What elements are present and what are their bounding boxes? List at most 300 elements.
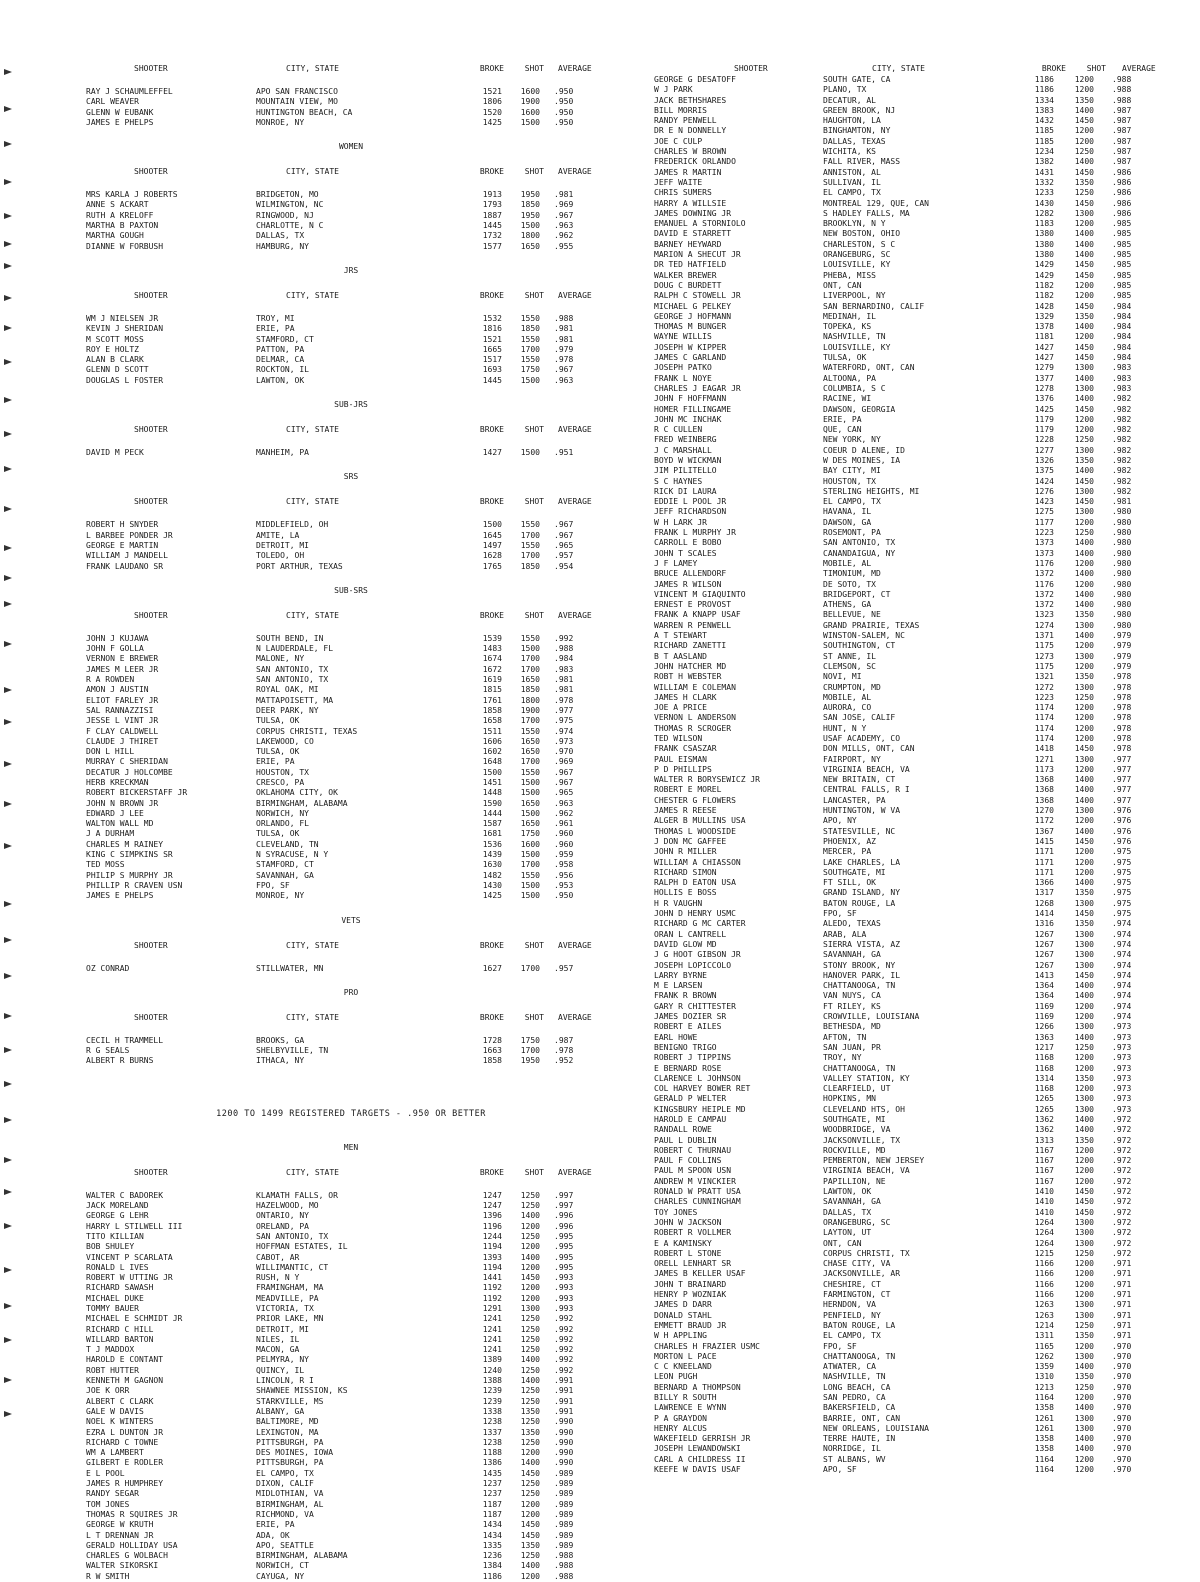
average-value: .987 (1112, 147, 1132, 157)
spacer (86, 974, 616, 986)
broke-value: 1271 (1034, 754, 1054, 764)
shot-value: 1200 (1074, 332, 1094, 342)
shooter-name: TITO KILLIAN (86, 1231, 144, 1241)
broke-value: 1432 (1034, 116, 1054, 126)
table-row (86, 231, 616, 241)
shooter-name: L BARBEE PONDER JR (86, 530, 173, 540)
broke-value: 1364 (1034, 981, 1054, 991)
average-value: .965 (554, 788, 574, 798)
average-value: .977 (554, 705, 574, 715)
shot-value: 1200 (1074, 1259, 1094, 1269)
broke-value: 1396 (482, 1211, 502, 1221)
shot-value: 1250 (520, 1190, 540, 1200)
average-value: .979 (1112, 641, 1132, 651)
city-state: ST ALBANS, WV (823, 1454, 886, 1464)
shooter-name: JESSE L VINT JR (86, 716, 159, 726)
table-row (652, 312, 1192, 322)
shooter-name: GEORGE G LEHR (86, 1211, 149, 1221)
shooter-name: J DON MC GAFFEE (654, 836, 727, 846)
average-value: .980 (1112, 517, 1132, 527)
average-value: .970 (1112, 1393, 1132, 1402)
shot-value: 1700 (520, 1046, 540, 1056)
shot-value: 1300 (1074, 1423, 1094, 1433)
broke-value: 1317 (1034, 888, 1054, 898)
city-state: ONT, CAN (823, 1238, 862, 1248)
average-value: .992 (554, 1324, 574, 1334)
average-value: .984 (1112, 301, 1132, 311)
shooter-name: ROBERT R VOLLMER (654, 1228, 732, 1238)
city-state: SOUTHGATE, MI (823, 1114, 886, 1124)
broke-value: 1166 (1034, 1259, 1054, 1269)
average-value: .970 (1112, 1351, 1132, 1361)
shooter-name: BENIGNO TRIGO (654, 1042, 717, 1052)
city-state: LAKE CHARLES, LA (823, 857, 901, 867)
average-value: .989 (554, 1520, 574, 1530)
table-row (86, 757, 616, 767)
average-value: .960 (554, 829, 574, 839)
city-state: N SYRACUSE, N Y (256, 850, 329, 860)
shooter-name: JOHN T SCALES (654, 548, 717, 558)
spacer (86, 178, 616, 190)
average-value: .973 (1112, 1042, 1132, 1052)
broke-value: 1521 (482, 334, 502, 344)
average-value: .980 (1112, 600, 1132, 610)
broke-value: 1430 (482, 880, 502, 890)
average-value: .989 (554, 1499, 574, 1509)
table-row (86, 1335, 616, 1345)
average-value: .985 (1112, 280, 1132, 290)
shot-value: 1200 (1074, 558, 1094, 568)
shot-value: 1200 (520, 1448, 540, 1458)
average-value: .977 (1112, 754, 1132, 764)
table-row (86, 1253, 616, 1263)
broke-value: 1602 (482, 747, 502, 757)
header-shot: SHOT (524, 167, 544, 177)
spacer (86, 1154, 616, 1166)
average-value: .971 (1112, 1320, 1132, 1330)
broke-value: 1240 (482, 1365, 502, 1375)
shooter-name: JAMES E PHELPS (86, 891, 154, 901)
margin-mark (3, 972, 13, 980)
table-row (652, 1208, 1192, 1218)
broke-value: 1376 (1034, 394, 1054, 404)
shooter-name: M SCOTT MOSS (86, 334, 144, 344)
shot-value: 1350 (1074, 888, 1094, 898)
header-shot: SHOT (524, 425, 544, 435)
shot-value: 1200 (1074, 75, 1094, 84)
city-state: SIERRA VISTA, AZ (823, 939, 901, 949)
broke-value: 1174 (1034, 713, 1054, 723)
shot-value: 1200 (1074, 85, 1094, 95)
city-state: ORANGEBURG, SC (823, 250, 891, 260)
shot-value: 1200 (520, 1221, 540, 1231)
margin-mark (3, 1376, 13, 1384)
shooter-name: RICHARD C HILL (86, 1324, 154, 1334)
city-state: FALL RIVER, MASS (823, 157, 901, 167)
shooter-name: ALGER B MULLINS USA (654, 816, 746, 826)
city-state: CORPUS CHRISTI, TX (823, 1248, 910, 1258)
table-row (652, 1197, 1192, 1207)
broke-value: 1887 (482, 210, 502, 220)
broke-value: 1165 (1034, 1341, 1054, 1351)
shot-value: 1250 (520, 1417, 540, 1427)
broke-value: 1179 (1034, 425, 1054, 435)
shot-value: 1200 (520, 1293, 540, 1303)
average-value: .982 (1112, 486, 1132, 496)
shot-value: 1350 (1074, 610, 1094, 620)
header-broke: BROKE (1041, 64, 1066, 73)
average-value: .997 (554, 1201, 574, 1211)
shooter-name: JAMES C GARLAND (654, 353, 727, 363)
city-state: TROY, NY (823, 1053, 862, 1063)
city-state: ANNISTON, AL (823, 167, 881, 177)
broke-value: 1368 (1034, 795, 1054, 805)
shot-value: 1400 (520, 1376, 540, 1386)
shot-value: 1450 (1074, 342, 1094, 352)
city-state: TOLEDO, OH (256, 551, 305, 561)
shooter-name: THOMAS R SCROGER (654, 723, 732, 733)
shot-value: 1400 (1074, 1362, 1094, 1372)
shot-value: 1400 (1074, 157, 1094, 167)
average-value: .972 (1112, 1187, 1132, 1197)
city-state: PEMBERTON, NEW JERSEY (823, 1156, 925, 1166)
broke-value: 1265 (1034, 1104, 1054, 1114)
shooter-name: JOSEPH LOPICCOLO (654, 960, 732, 970)
header-shot: SHOT (524, 940, 544, 950)
city-state: STARKVILLE, MS (256, 1396, 324, 1406)
shot-value: 1250 (1074, 1042, 1094, 1052)
table-row (86, 520, 616, 530)
average-value: .967 (554, 767, 574, 777)
shot-value: 1450 (520, 1273, 540, 1283)
broke-value: 1326 (1034, 455, 1054, 465)
shooter-name: FRANK CSASZAR (654, 744, 717, 754)
average-value: .987 (1112, 157, 1132, 167)
shooter-name: E BERNARD ROSE (654, 1063, 722, 1073)
shooter-name: RANDY SEGAR (86, 1489, 139, 1499)
table-row (86, 211, 616, 221)
average-value: .988 (1112, 75, 1132, 84)
shot-value: 1450 (520, 1520, 540, 1530)
shooter-name: JAMES E PHELPS (86, 117, 154, 127)
city-state: ATHENS, GA (823, 600, 872, 610)
table-row (652, 425, 1192, 435)
shot-value: 1400 (1074, 785, 1094, 795)
header-broke: BROKE (479, 425, 504, 435)
shooter-name: EZRA L DUNTON JR (86, 1427, 164, 1437)
shot-value: 1250 (1074, 1382, 1094, 1392)
header-city: CITY, STATE (286, 1012, 339, 1022)
shot-value: 1200 (1074, 1465, 1094, 1475)
average-value: .970 (1112, 1382, 1132, 1392)
table-row (652, 96, 1192, 106)
city-state: STERLING HEIGHTS, MI (823, 486, 920, 496)
city-state: CLEMSON, SC (823, 661, 876, 671)
shot-value: 1400 (1074, 373, 1094, 383)
broke-value: 1164 (1034, 1454, 1054, 1464)
city-state: MIDLOTHIAN, VA (256, 1489, 324, 1499)
shooter-name: PAUL EISMAN (654, 754, 707, 764)
column-header (86, 165, 616, 178)
city-state: MONTREAL 129, QUE, CAN (823, 198, 929, 208)
shot-value: 1550 (520, 334, 540, 344)
average-value: .980 (1112, 528, 1132, 538)
average-value: .989 (554, 1489, 574, 1499)
average-value: .958 (554, 860, 574, 870)
average-value: .995 (554, 1231, 574, 1241)
table-row (652, 940, 1192, 950)
average-value: .986 (1112, 177, 1132, 187)
city-state: SAN JOSE, CALIF (823, 713, 896, 723)
shot-value: 1300 (1074, 806, 1094, 816)
shot-value: 1250 (1074, 692, 1094, 702)
average-value: .973 (1112, 1094, 1132, 1104)
header-average: AVERAGE (558, 940, 592, 950)
margin-mark (3, 358, 13, 366)
city-state: NOVI, MI (823, 672, 862, 682)
average-value: .974 (554, 726, 574, 736)
shot-value: 1250 (520, 1479, 540, 1489)
shot-value: 1600 (520, 839, 540, 849)
average-value: .972 (1112, 1217, 1132, 1227)
margin-mark (3, 718, 13, 726)
table-row (652, 827, 1192, 837)
average-value: .972 (1112, 1176, 1132, 1186)
city-state: NORWICH, NY (256, 808, 309, 818)
shot-value: 1250 (520, 1314, 540, 1324)
shooter-name: VERNON L ANDERSON (654, 713, 736, 723)
city-state: BROOKS, GA (256, 1035, 305, 1045)
header-average: AVERAGE (558, 610, 592, 620)
city-state: HOPKINS, MN (823, 1094, 876, 1104)
average-value: .985 (1112, 239, 1132, 249)
shooter-name: HERB KRECKMAN (86, 777, 149, 787)
city-state: CROWVILLE, LOUISIANA (823, 1012, 920, 1022)
broke-value: 1282 (1034, 208, 1054, 218)
shooter-name: ERNEST E PROVOST (654, 600, 732, 610)
shooter-name: JIM PILITELLO (654, 466, 717, 476)
city-state: EL CAMPO, TX (823, 188, 881, 198)
shot-value: 1800 (520, 231, 540, 241)
shooter-name: GERALD HOLLIDAY USA (86, 1540, 178, 1550)
city-state: GRAND ISLAND, NY (823, 888, 901, 898)
city-state: ROCKVILLE, MD (823, 1145, 886, 1155)
table-row (86, 1366, 616, 1376)
broke-value: 1176 (1034, 558, 1054, 568)
shot-value: 1250 (520, 1201, 540, 1211)
margin-mark (3, 686, 13, 694)
header-average: AVERAGE (558, 1167, 592, 1177)
city-state: BRIDGEPORT, CT (823, 589, 891, 599)
shot-value: 1700 (520, 757, 540, 767)
shot-value: 1550 (520, 313, 540, 323)
margin-mark (3, 900, 13, 908)
shooter-name: BOYD W WICKMAN (654, 455, 722, 465)
shot-value: 1300 (1074, 1104, 1094, 1114)
shot-value: 1200 (1074, 136, 1094, 146)
broke-value: 1174 (1034, 734, 1054, 743)
broke-value: 1645 (482, 530, 502, 540)
shooter-name: RONALD L IVES (86, 1262, 149, 1272)
city-state: ONTARIO, NY (256, 1211, 309, 1221)
table-row (652, 446, 1192, 456)
city-state: BIRMINGHAM, ALABAMA (256, 798, 348, 808)
city-state: VALLEY STATION, KY (823, 1073, 910, 1083)
average-value: .989 (554, 1530, 574, 1540)
city-state: BATON ROUGE, LA (823, 1320, 896, 1330)
broke-value: 1372 (1034, 600, 1054, 610)
shot-value: 1400 (1074, 631, 1094, 641)
spacer (86, 902, 616, 914)
table-row (652, 353, 1192, 363)
margin-mark (3, 760, 13, 768)
average-value: .992 (554, 1345, 574, 1355)
header-average: AVERAGE (558, 64, 592, 73)
shooter-name: A T STEWART (654, 631, 707, 641)
average-value: .977 (1112, 785, 1132, 795)
broke-value: 1181 (1034, 332, 1054, 342)
broke-value: 1264 (1034, 1238, 1054, 1248)
section-title: SUB-SRS (334, 585, 368, 595)
table-row (652, 507, 1192, 517)
shot-value: 1250 (520, 1324, 540, 1334)
margin-mark (3, 1410, 13, 1418)
shot-value: 1200 (1074, 816, 1094, 826)
table-row (86, 644, 616, 654)
table-row (652, 1053, 1192, 1063)
shooter-name: WM J NIELSEN JR (86, 313, 159, 323)
shot-value: 1200 (1074, 713, 1094, 723)
city-state: ORANGEBURG, SC (823, 1217, 891, 1227)
shot-value: 1850 (520, 200, 540, 210)
shot-value: 1350 (1074, 1372, 1094, 1382)
average-value: .993 (554, 1273, 574, 1283)
spacer (86, 75, 616, 87)
broke-value: 1174 (1034, 723, 1054, 733)
table-row (652, 394, 1192, 404)
header-broke: BROKE (479, 290, 504, 300)
shooter-name: RICHARD SIMON (654, 867, 717, 877)
shooter-name: WALTON WALL MD (86, 819, 154, 829)
broke-value: 1323 (1034, 610, 1054, 620)
shot-value: 1300 (520, 1304, 540, 1313)
table-row (86, 551, 616, 561)
city-state: ROYAL OAK, MI (256, 685, 319, 695)
average-value: .973 (554, 736, 574, 746)
shooter-name: MURRAY C SHERIDAN (86, 757, 168, 767)
shot-value: 1200 (1074, 1393, 1094, 1402)
average-value: .974 (1112, 950, 1132, 960)
shooter-name: JAMES D DARR (654, 1300, 712, 1310)
average-value: .985 (1112, 229, 1132, 239)
spacer (86, 1024, 616, 1036)
city-state: QUINCY, IL (256, 1365, 305, 1375)
shooter-name: CLAUDE J THIRET (86, 736, 159, 746)
city-state: DALLAS, TX (256, 231, 305, 241)
broke-value: 1236 (482, 1551, 502, 1561)
header-shooter: SHOOTER (134, 425, 168, 435)
table-row (86, 1046, 616, 1056)
shot-value: 1800 (520, 695, 540, 705)
shot-value: 1350 (1074, 177, 1094, 187)
city-state: QUE, CAN (823, 425, 862, 435)
shot-value: 1750 (520, 829, 540, 839)
shooter-name: JOHN T BRAINARD (654, 1279, 727, 1289)
broke-value: 1384 (482, 1561, 502, 1571)
table-row (652, 775, 1192, 785)
table-row (86, 1458, 616, 1468)
broke-value: 1321 (1034, 672, 1054, 682)
city-state: STILLWATER, MN (256, 963, 324, 973)
shooter-name: BARNEY HEYWARD (654, 239, 722, 249)
shot-value: 1200 (1074, 1269, 1094, 1279)
shot-value: 1250 (520, 1437, 540, 1447)
shooter-name: JOHN MC INCHAK (654, 414, 722, 424)
shooter-name: LEON PUGH (654, 1372, 698, 1382)
shooter-name: WALTER SIKORSKI (86, 1561, 159, 1571)
broke-value: 1179 (1034, 414, 1054, 424)
shooter-name: F CLAY CALDWELL (86, 726, 159, 736)
shooter-name: TOMMY BAUER (86, 1304, 139, 1313)
table-row (86, 221, 616, 231)
header-shooter: SHOOTER (134, 64, 168, 73)
header-shot: SHOT (524, 497, 544, 507)
header-shot: SHOT (524, 610, 544, 620)
city-state: SOUTHINGTON, CT (823, 641, 896, 651)
shot-value: 1250 (520, 1345, 540, 1355)
column-header (86, 1011, 616, 1024)
city-state: BALTIMORE, MD (256, 1417, 319, 1427)
shooter-name: RANDALL ROWE (654, 1125, 712, 1135)
shot-value: 1300 (1074, 1238, 1094, 1248)
broke-value: 1366 (1034, 878, 1054, 888)
shot-value: 1450 (1074, 497, 1094, 507)
header-shot: SHOT (524, 1167, 544, 1177)
table-row (652, 765, 1192, 775)
average-value: .981 (554, 190, 574, 200)
broke-value: 1434 (482, 1520, 502, 1530)
shooter-name: ORAN L CANTRELL (654, 929, 727, 939)
broke-value: 1858 (482, 705, 502, 715)
table-row (86, 324, 616, 334)
header-city: CITY, STATE (286, 167, 339, 177)
shooter-name: DR TED HATFIELD (654, 260, 727, 270)
table-row (652, 1362, 1192, 1372)
table-row (86, 1263, 616, 1273)
table-row (86, 716, 616, 726)
average-value: .972 (1112, 1125, 1132, 1135)
average-value: .970 (1112, 1423, 1132, 1433)
average-value: .982 (1112, 476, 1132, 486)
broke-value: 1264 (1034, 1228, 1054, 1238)
shooter-name: ROBT HUTTER (86, 1365, 139, 1375)
average-value: .971 (1112, 1290, 1132, 1300)
table-row (652, 785, 1192, 795)
average-value: .986 (1112, 188, 1132, 198)
broke-value: 1532 (482, 313, 502, 323)
shot-value: 1700 (520, 654, 540, 664)
city-state: PENFIELD, NY (823, 1310, 881, 1320)
broke-value: 1681 (482, 829, 502, 839)
city-state: DIXON, CALIF (256, 1479, 314, 1489)
city-state: COLUMBIA, S C (823, 383, 886, 393)
broke-value: 1194 (482, 1242, 502, 1252)
broke-value: 1335 (482, 1540, 502, 1550)
broke-value: 1359 (1034, 1362, 1054, 1372)
table-row (652, 260, 1192, 270)
average-value: .974 (1112, 960, 1132, 970)
shooter-name: CHARLES W BROWN (654, 147, 727, 157)
